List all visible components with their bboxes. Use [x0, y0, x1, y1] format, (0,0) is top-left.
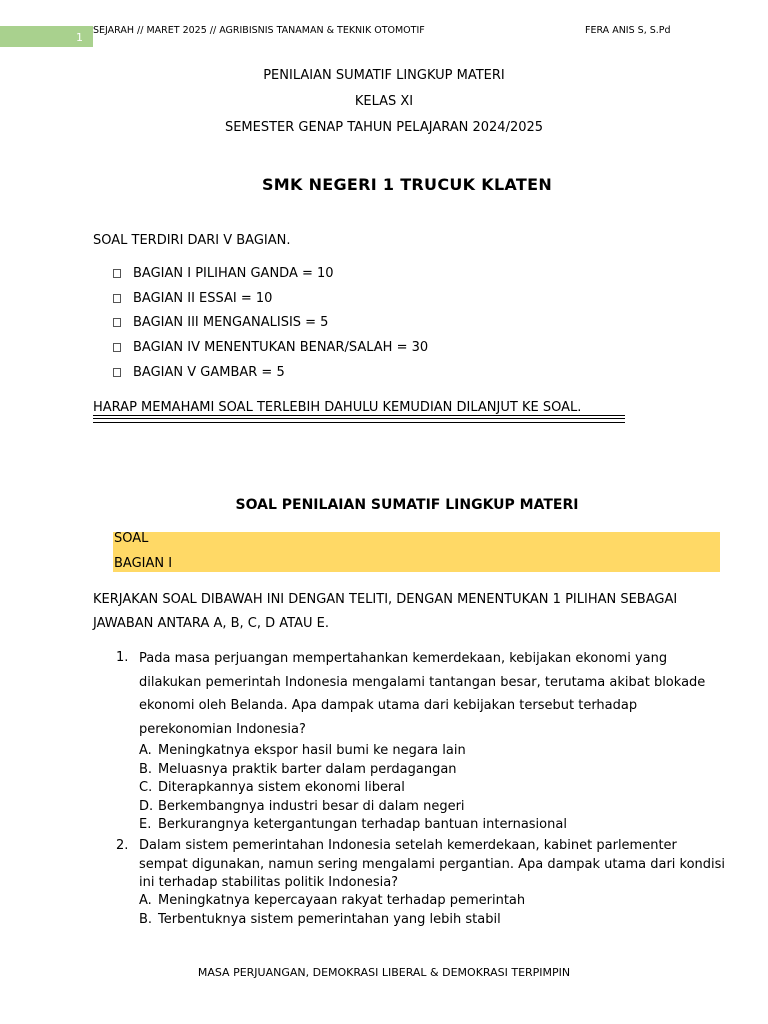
bullet-icon [113, 343, 121, 352]
bullet-icon [113, 318, 121, 327]
header-subject: SEJARAH // MARET 2025 // AGRIBISNIS TANAMAN & TEKNIK OTOMOTIF [93, 25, 425, 36]
question-number: 2. [116, 838, 129, 853]
school-name: SMK NEGERI 1 TRUCUK KLATEN [261, 175, 553, 194]
answer-option: E. Berkurangnya ketergantungan terhadap bantuan internasional [139, 817, 567, 832]
page-footer: MASA PERJUANGAN, DEMOKRASI LIBERAL & DEMOKRASI TERPIMPIN [197, 966, 571, 979]
answer-options [139, 742, 567, 835]
divider-line [93, 415, 625, 416]
bullet-icon [113, 368, 121, 377]
answer-option: A. Meningkatnya ekspor hasil bumi ke negara lain [139, 743, 466, 758]
answer-option: C. Diterapkannya sistem ekonomi liberal [139, 780, 405, 795]
list-item: BAGIAN I PILIHAN GANDA = 10 [113, 266, 428, 291]
doc-title-line1: PENILAIAN SUMATIF LINGKUP MATERI [263, 68, 505, 83]
section-title: SOAL PENILAIAN SUMATIF LINGKUP MATERI [235, 497, 579, 513]
answer-option: A. Meningkatnya kepercayaan rakyat terhadap pemerintah [139, 893, 526, 908]
header-author: FERA ANIS S, S.Pd [585, 25, 671, 36]
list-item: BAGIAN V GAMBAR = 5 [113, 365, 428, 390]
question-text: Dalam sistem pemerintahan Indonesia setelah kemerdekaan, kabinet parlementer sempat digunakan, namun sering mengalami pergantian. Apa dampak utama dari kondisi ini terhadap stabilitas politik Indonesia? [139, 838, 726, 890]
answer-options [139, 892, 525, 929]
section-label: SOAL [114, 531, 149, 546]
list-item: BAGIAN III MENGANALISIS = 5 [113, 315, 428, 340]
list-item: BAGIAN IV MENENTUKAN BENAR/SALAH = 30 [113, 340, 428, 365]
doc-title-line2: KELAS XI [354, 94, 414, 109]
instruction-text: KERJAKAN SOAL DIBAWAH INI DENGAN TELITI, DENGAN MENENTUKAN 1 PILIHAN SEBAGAI JAWABAN ANTARA A, B, C, D ATAU E. [93, 592, 678, 631]
page-number: 1 [76, 31, 83, 44]
question-text: Pada masa perjuangan mempertahankan kemerdekaan, kebijakan ekonomi yang dilakukan pemerintah Indonesia mengalami tantangan besar, terutama akibat blokade ekonomi oleh Belanda. Apa dampak utama dari kebijakan tersebut terhadap perekonomian Indonesia? [139, 651, 706, 737]
divider-line [93, 422, 625, 423]
answer-option: D. Berkembangnya industri besar di dalam negeri [139, 798, 465, 814]
bullet-icon [113, 269, 121, 278]
parts-list [113, 266, 428, 389]
bullet-icon [113, 294, 121, 303]
page-number-tab [0, 26, 93, 47]
doc-title-line3: SEMESTER GENAP TAHUN PELAJARAN 2024/2025 [224, 120, 544, 135]
answer-option: B. Meluasnya praktik barter dalam perdagangan [139, 761, 457, 777]
section-highlight-band [113, 532, 720, 572]
question-number: 1. [116, 650, 129, 665]
list-item: BAGIAN II ESSAI = 10 [113, 291, 428, 316]
section-part-label: BAGIAN I [114, 556, 173, 571]
intro-text: SOAL TERDIRI DARI V BAGIAN. [93, 233, 291, 248]
warning-text: HARAP MEMAHAMI SOAL TERLEBIH DAHULU KEMUDIAN DILANJUT KE SOAL. [93, 400, 582, 415]
answer-option: B. Terbentuknya sistem pemerintahan yang lebih stabil [139, 911, 501, 927]
divider-line [93, 418, 625, 419]
